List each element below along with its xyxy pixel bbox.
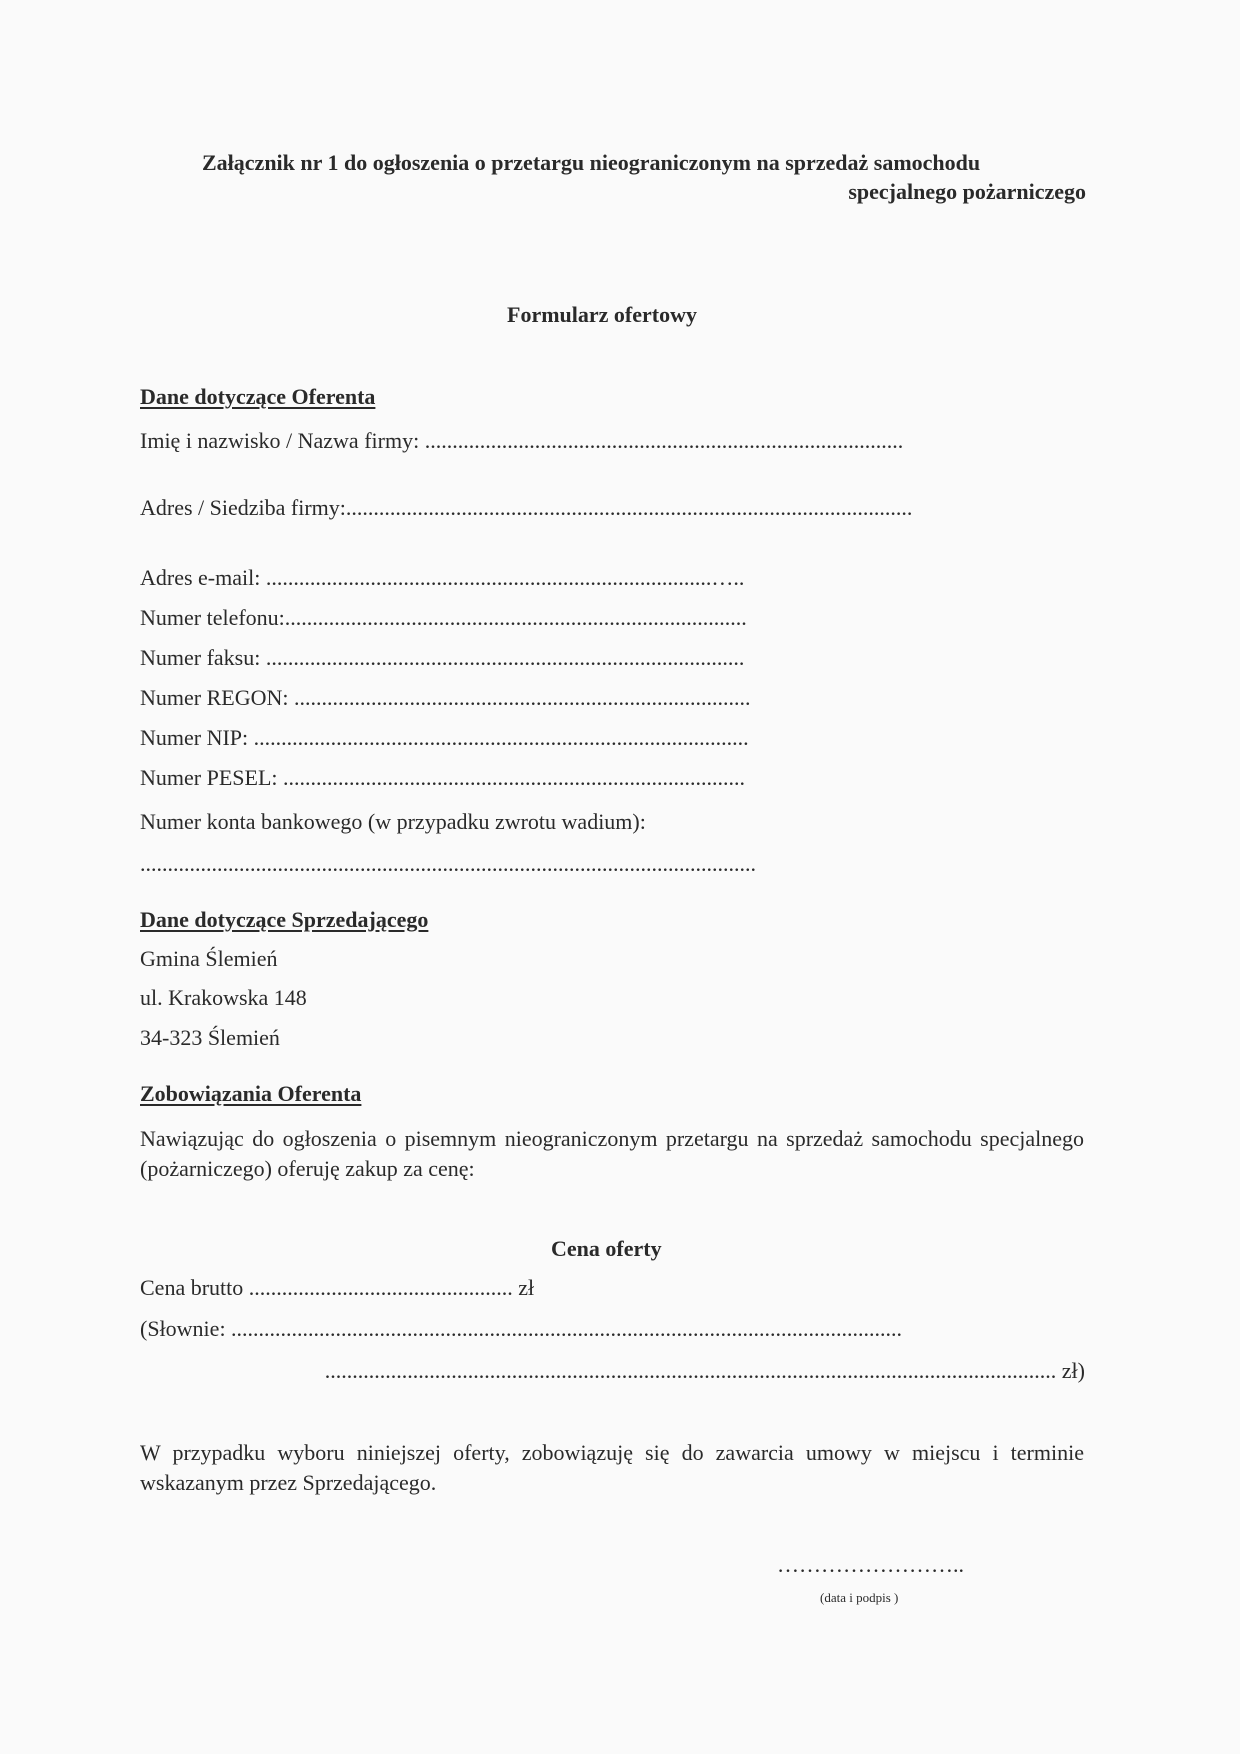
seller-heading: Dane dotyczące Sprzedającego <box>140 907 429 932</box>
bidder-address-field: Adres / Siedziba firmy:....................................................................................................... <box>140 495 913 520</box>
price-title: Cena oferty <box>551 1236 662 1261</box>
signature-field: …………………….. <box>777 1552 964 1577</box>
bidder-heading: Dane dotyczące Oferenta <box>140 384 376 409</box>
bidder-regon-field: Numer REGON: ................................................................................... <box>140 685 751 710</box>
bidder-fax-field: Numer faksu: ....................................................................................... <box>140 645 745 670</box>
commitment-paragraph: W przypadku wyboru niniejszej oferty, zobowiązuję się do zawarcia umowy w miejscu i terminie wskazanym przez Sprzedającego. <box>140 1440 1084 1495</box>
bidder-email-field: Adres e-mail: .................................................................................….. <box>140 565 745 590</box>
seller-name: Gmina Ślemień <box>140 946 278 971</box>
bidder-pesel-field: Numer PESEL: .................................................................................... <box>140 765 745 790</box>
annex-title-line1: Załącznik nr 1 do ogłoszenia o przetargu nieograniczonym na sprzedaż samochodu <box>202 150 981 175</box>
annex-title-line2: specjalnego pożarniczego <box>848 179 1086 204</box>
obligations-heading: Zobowiązania Oferenta <box>140 1081 362 1106</box>
bidder-name-field: Imię i nazwisko / Nazwa firmy: ....................................................................................... <box>140 428 904 453</box>
seller-postal-city: 34-323 Ślemień <box>140 1025 280 1050</box>
obligations-paragraph: Nawiązując do ogłoszenia o pisemnym nieograniczonym przetargu na sprzedaż samochodu specjalnego (pożarniczego) oferuję zakup za cenę: <box>140 1126 1084 1181</box>
seller-street: ul. Krakowska 148 <box>140 985 307 1010</box>
form-title: Formularz ofertowy <box>507 302 697 327</box>
price-in-words-field-line2: ..................................................................................................................................... zł) <box>324 1358 1085 1383</box>
gross-price-field: Cena brutto ................................................ zł <box>140 1275 535 1300</box>
bidder-bank-account-field: ................................................................................................................ <box>140 851 756 876</box>
price-in-words-field-line1: (Słownie: .......................................................................................................................... <box>140 1316 903 1341</box>
signature-caption: (data i podpis ) <box>820 1590 899 1605</box>
bidder-nip-field: Numer NIP: .......................................................................................... <box>140 725 749 750</box>
bidder-phone-field: Numer telefonu:.................................................................................... <box>140 605 747 630</box>
bidder-bank-account-label: Numer konta bankowego (w przypadku zwrotu wadium): <box>140 809 646 834</box>
